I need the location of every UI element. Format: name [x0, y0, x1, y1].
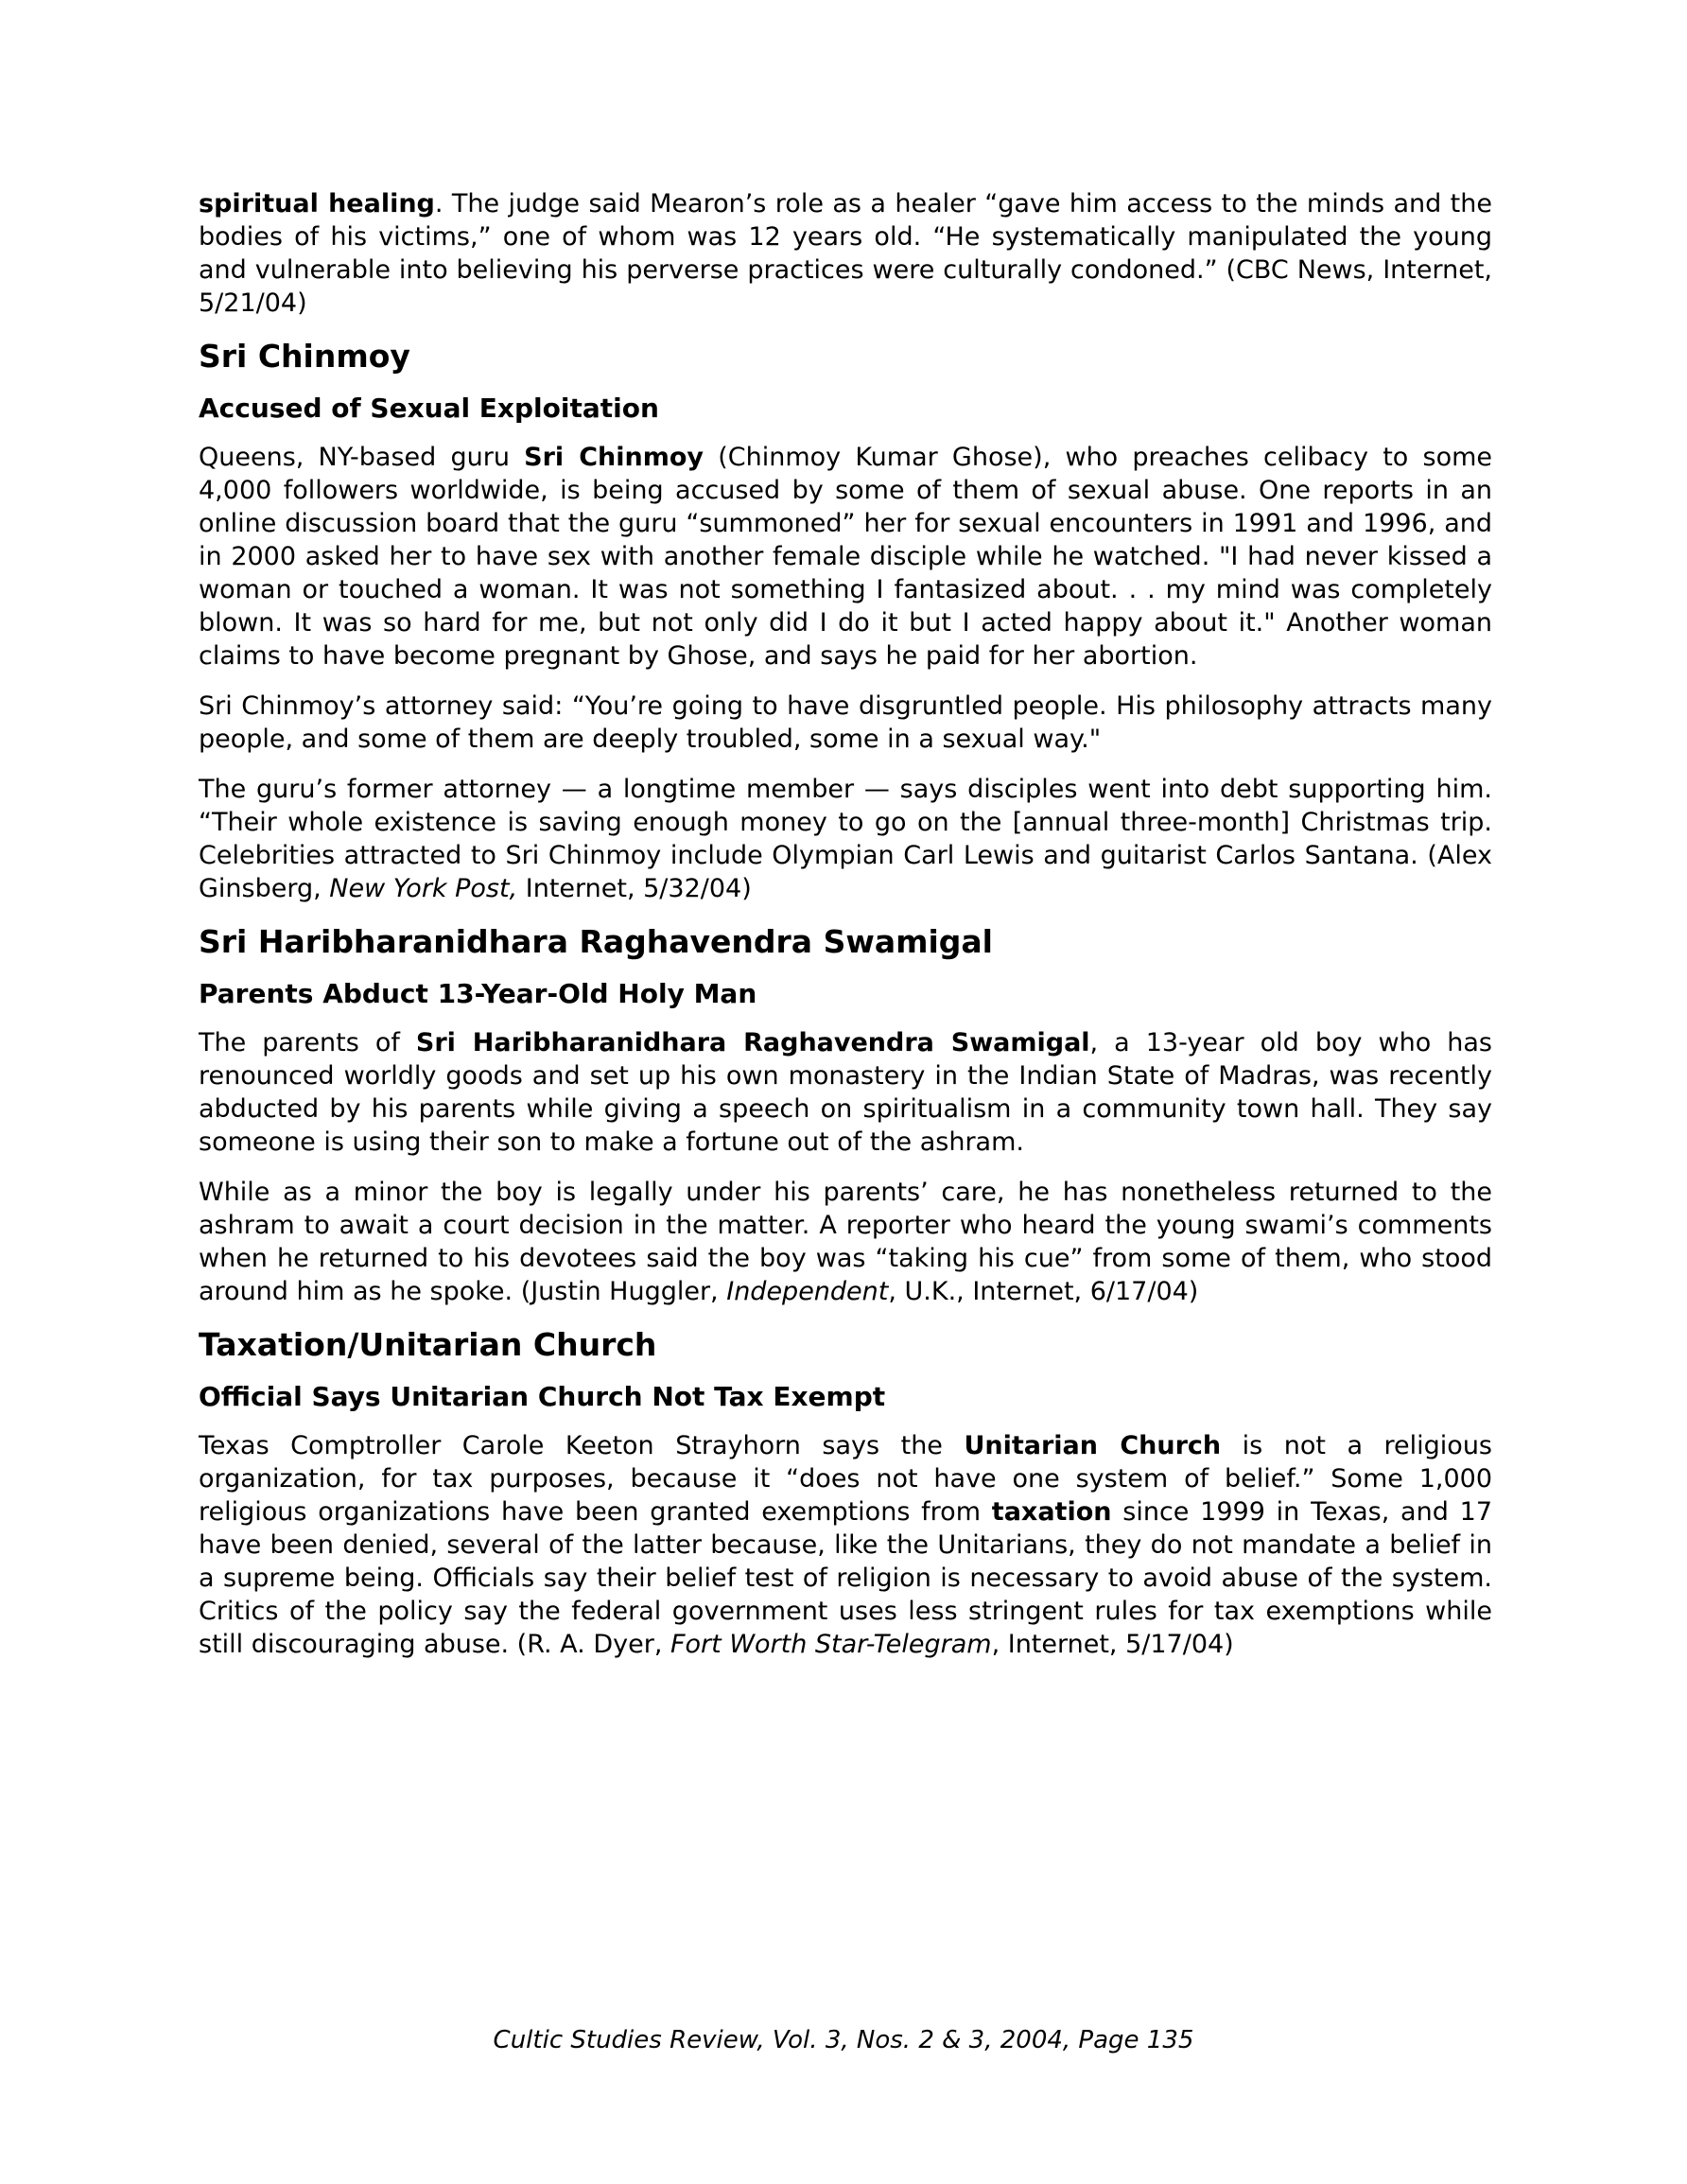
bold-run: Sri Chinmoy [524, 443, 704, 472]
text-run: Official Says Unitarian Church Not Tax Exempt [199, 1381, 886, 1412]
text-run: Sri Chinmoy’s attorney said: “You’re going to have disgruntled people. His philosophy attracts many people, and some of them are deeply troubled, some in a sexual way." [199, 691, 1492, 754]
text-run: is not a religious organization, for tax purposes, because it “does not have one system of belief.” Some 1,000 religious organizations have been granted exemptions from [199, 1431, 1492, 1527]
paragraph-swamigal-abduction [199, 1026, 1492, 1159]
italic-run: Independent [726, 1277, 889, 1306]
paragraph-former-attorney [199, 773, 1492, 905]
text-run: The parents of [199, 1028, 416, 1057]
text-run: . The judge said Mearon’s role as a healer “gave him access to the minds and the bodies of his victims,” one of whom was 12 years old. “He systematically manipulated the young and vulnerable into believing his perverse practices were culturally condoned.” (CBC News, Internet, 5/21/04) [199, 189, 1492, 318]
italic-run: Fort Worth Star-Telegram [670, 1630, 992, 1659]
page-content [199, 187, 1492, 1678]
italic-run: New York Post, [329, 874, 518, 903]
bold-run: Sri Haribharanidhara Raghavendra Swamigal [415, 1028, 1090, 1057]
text-run: Taxation/Unitarian Church [199, 1326, 657, 1363]
text-run: , U.K., Internet, 6/17/04) [888, 1277, 1199, 1306]
subheading-parents-abduct-13-year-old-holy-man [199, 977, 1492, 1011]
heading-sri-chinmoy [199, 337, 1492, 376]
text-run: (Chinmoy Kumar Ghose), who preaches celibacy to some 4,000 followers worldwide, is being accused by some of them of sexual abuse. One reports in an online discussion board that the guru “summoned” her for sexual encounters in 1991 and 1996, and in 2000 asked her to have sex with another female disciple while he watched. "I had never kissed a woman or touched a woman. It was not something I fantasized about. . . my mind was completely blown. It was so hard for me, but not only did I do it but I acted happy about it." Another woman claims to have become pregnant by Ghose, and says he paid for her abortion. [199, 443, 1493, 671]
bold-run: taxation [991, 1497, 1112, 1527]
text-run: While as a minor the boy is legally under his parents’ care, he has nonetheless returned to the ashram to await a court decision in the matter. A reporter who heard the young swami’s comments when he returned to his devotees said the boy was “taking his cue” from some of them, who stood around him as he spoke. (Justin Huggler, [199, 1178, 1492, 1306]
paragraph-unitarian-tax-exemption [199, 1429, 1492, 1661]
subheading-accused-of-sexual-exploitation [199, 392, 1492, 426]
text-run: Sri Haribharanidhara Raghavendra Swamigal [199, 923, 993, 960]
heading-taxation-unitarian-church [199, 1325, 1492, 1365]
text-run: Accused of Sexual Exploitation [199, 393, 659, 424]
text-run: since 1999 in Texas, and 17 have been denied, several of the latter because, like the Unitarians, they do not mandate a belief in a supreme being. Officials say their belief test of religion is necessary to avoid abuse of the system. Critics of the policy say the federal government uses less stringent rules for tax exemptions while still discouraging abuse. (R. A. Dyer, [199, 1497, 1492, 1659]
text-run: Internet, 5/32/04) [517, 874, 752, 903]
page-footer [0, 2024, 1687, 2056]
paragraph-sri-chinmoy-accusations [199, 441, 1492, 673]
text-run: , a 13-year old boy who has renounced worldly goods and set up his own monastery in the Indian State of Madras, was recently abducted by his parents while giving a speech on spiritualism in a community town hall. They say someone is using their son to make a fortune out of the ashram. [199, 1028, 1492, 1157]
paragraph-attorney-statement [199, 690, 1492, 756]
footer-text: Cultic Studies Review, Vol. 3, Nos. 2 & 3, 2004, Page 135 [493, 2026, 1194, 2054]
text-run: Sri Chinmoy [199, 338, 410, 375]
subheading-official-says-unitarian-church-not-tax-exempt [199, 1380, 1492, 1414]
text-run: Texas Comptroller Carole Keeton Strayhorn says the [199, 1431, 965, 1460]
bold-run: spiritual healing [199, 189, 435, 218]
bold-run: Unitarian Church [964, 1431, 1222, 1460]
paragraph-swamigal-return [199, 1176, 1492, 1308]
heading-sri-haribharanidhara-raghavendra-swamigal [199, 922, 1492, 962]
text-run: , Internet, 5/17/04) [991, 1630, 1234, 1659]
paragraph-spiritual-healing [199, 187, 1492, 320]
text-run: The guru’s former attorney — a longtime member — says disciples went into debt supporting him. “Their whole existence is saving enough money to go on the [annual three-month] Christmas trip. Celebrities attracted to Sri Chinmoy include Olympian Carl Lewis and guitarist Carlos Santana. (Alex Ginsberg, [199, 775, 1492, 903]
text-run: Queens, NY-based guru [199, 443, 525, 472]
text-run: Parents Abduct 13-Year-Old Holy Man [199, 978, 757, 1009]
